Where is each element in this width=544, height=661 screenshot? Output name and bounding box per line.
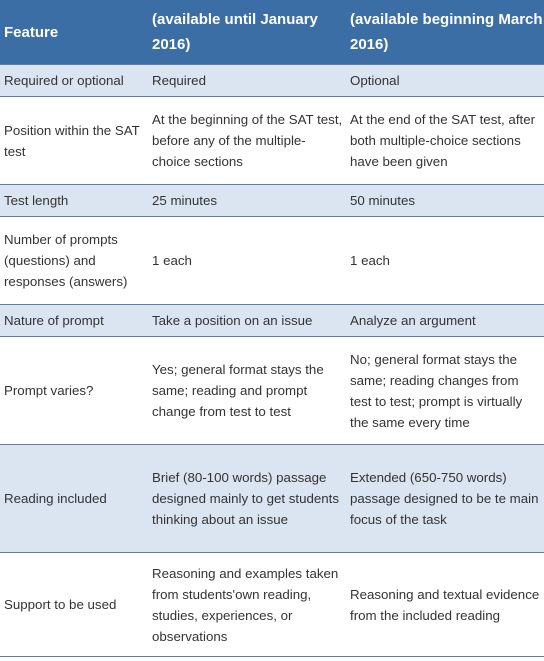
table-row xyxy=(0,305,544,337)
row-old-cell: Brief (80-100 words) passage designed mainly to get students thinking about an issue xyxy=(148,445,346,553)
row-new-cell: Reasoning and textual evidence from the included reading xyxy=(346,553,544,657)
table-row xyxy=(0,217,544,305)
header-feature: Feature xyxy=(0,0,148,65)
row-new-cell: Optional xyxy=(346,65,544,97)
table-row xyxy=(0,65,544,97)
row-feature-cell: Number of prompts (questions) and responses (answers) xyxy=(0,217,148,305)
row-feature-cell: Support to be used xyxy=(0,553,148,657)
row-feature-cell: Nature of prompt xyxy=(0,305,148,337)
header-row xyxy=(0,0,544,65)
row-feature-cell: Required or optional xyxy=(0,65,148,97)
row-new-cell: No; general format stays the same; reading changes from test to test; prompt is virtually the same every time xyxy=(346,337,544,445)
row-new-cell: Analyze an argument xyxy=(346,305,544,337)
row-feature-cell: Prompt varies? xyxy=(0,337,148,445)
row-feature-cell: Position within the SAT test xyxy=(0,97,148,185)
row-old-cell: 1 each xyxy=(148,217,346,305)
row-old-cell: Take a position on an issue xyxy=(148,305,346,337)
row-new-cell: 50 minutes xyxy=(346,185,544,217)
table-row xyxy=(0,185,544,217)
table-row xyxy=(0,97,544,185)
table-row xyxy=(0,553,544,657)
row-old-cell: Required xyxy=(148,65,346,97)
row-old-cell: At the beginning of the SAT test, before any of the multiple-choice sections xyxy=(148,97,346,185)
table-row xyxy=(0,337,544,445)
header-new-essay: (available beginning March 2016) xyxy=(346,0,544,65)
row-old-cell: Reasoning and examples taken from students'own reading, studies, experiences, or observations xyxy=(148,553,346,657)
row-new-cell: 1 each xyxy=(346,217,544,305)
table-body xyxy=(0,65,544,657)
row-feature-cell: Test length xyxy=(0,185,148,217)
row-feature-cell: Reading included xyxy=(0,445,148,553)
table-header xyxy=(0,0,544,65)
header-old-essay: (available until January 2016) xyxy=(148,0,346,65)
row-old-cell: 25 minutes xyxy=(148,185,346,217)
row-new-cell: At the end of the SAT test, after both multiple-choice sections have been given xyxy=(346,97,544,185)
row-old-cell: Yes; general format stays the same; reading and prompt change from test to test xyxy=(148,337,346,445)
row-new-cell: Extended (650-750 words) passage designed to be te main focus of the task xyxy=(346,445,544,553)
table-row xyxy=(0,445,544,553)
